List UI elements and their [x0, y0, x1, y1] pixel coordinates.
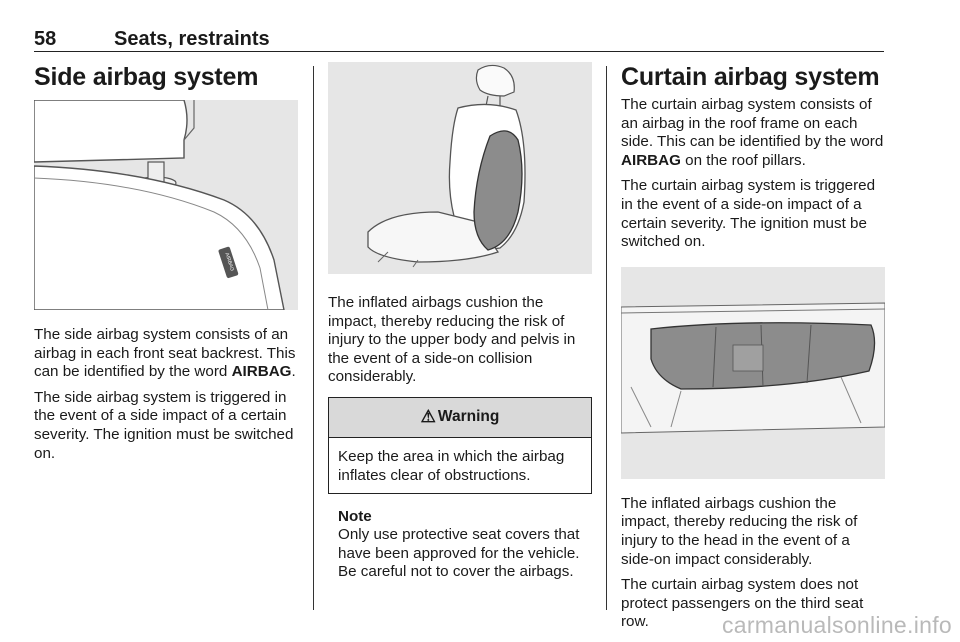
airbag-word: AIRBAG	[621, 151, 681, 169]
para-text: The side airbag system consists of an airbag in each front seat backrest. This can be identified by the word	[34, 326, 296, 381]
curtain-airbag-para-4: The curtain airbag system does not protect passengers on the third seat row.	[621, 576, 864, 631]
side-airbag-para-2: The side airbag system is triggered in the event of a side impact of a certain severity. The ignition must be switched on.	[34, 388, 294, 462]
seat-airbag-illustration	[328, 62, 592, 274]
curtain-airbag-title: Curtain airbag system	[621, 63, 880, 91]
watermark: carmanualsonline.info	[721, 612, 952, 638]
warning-header	[329, 398, 591, 438]
para-text-end: on the roof pillars.	[680, 151, 806, 169]
para-text: The curtain airbag system consists of an airbag in the roof frame on each side. This can be identified by the word	[621, 96, 884, 151]
airbag-word: AIRBAG	[231, 363, 292, 381]
note-text: Only use protective seat covers that have been approved for the vehicle. Be careful not to cover the airbags.	[338, 526, 580, 581]
side-airbag-title: Side airbag system	[34, 63, 259, 91]
column-curtain-airbag	[621, 62, 885, 639]
page-number: 58	[34, 28, 57, 50]
warning-triangle-icon: ⚠	[420, 407, 436, 427]
column-divider-2	[606, 66, 607, 610]
column-divider-1	[313, 66, 314, 610]
section-title: Seats, restraints	[114, 28, 270, 50]
curtain-airbag-para-3: The inflated airbags cushion the impact, thereby reducing the risk of injury to the head in the event of a side-on impact considerably.	[621, 494, 858, 568]
note-box	[328, 508, 592, 582]
para-text-end: .	[291, 363, 296, 381]
note-title: Note	[338, 508, 372, 526]
column-side-airbag-cont	[328, 62, 592, 582]
warning-title: Warning	[437, 408, 500, 426]
column-side-airbag	[34, 62, 298, 470]
side-airbag-para-1	[34, 326, 298, 382]
seat-backrest-illustration	[34, 100, 298, 310]
airbag-tag-label: AIRBAG	[223, 252, 236, 273]
warning-text: Keep the area in which the airbag inflates clear of obstructions.	[338, 447, 565, 484]
warning-box	[328, 397, 592, 494]
side-airbag-para-3: The inflated airbags cushion the impact, thereby reducing the risk of injury to the upper body and pelvis in the event of a side-on collision considerably.	[328, 294, 576, 386]
curtain-airbag-para-1	[621, 96, 885, 170]
curtain-airbag-para-2: The curtain airbag system is triggered in the event of a side-on impact of a certain severity. The ignition must be switched on.	[621, 177, 876, 251]
curtain-airbag-illustration	[621, 267, 885, 479]
page-header	[34, 26, 884, 52]
